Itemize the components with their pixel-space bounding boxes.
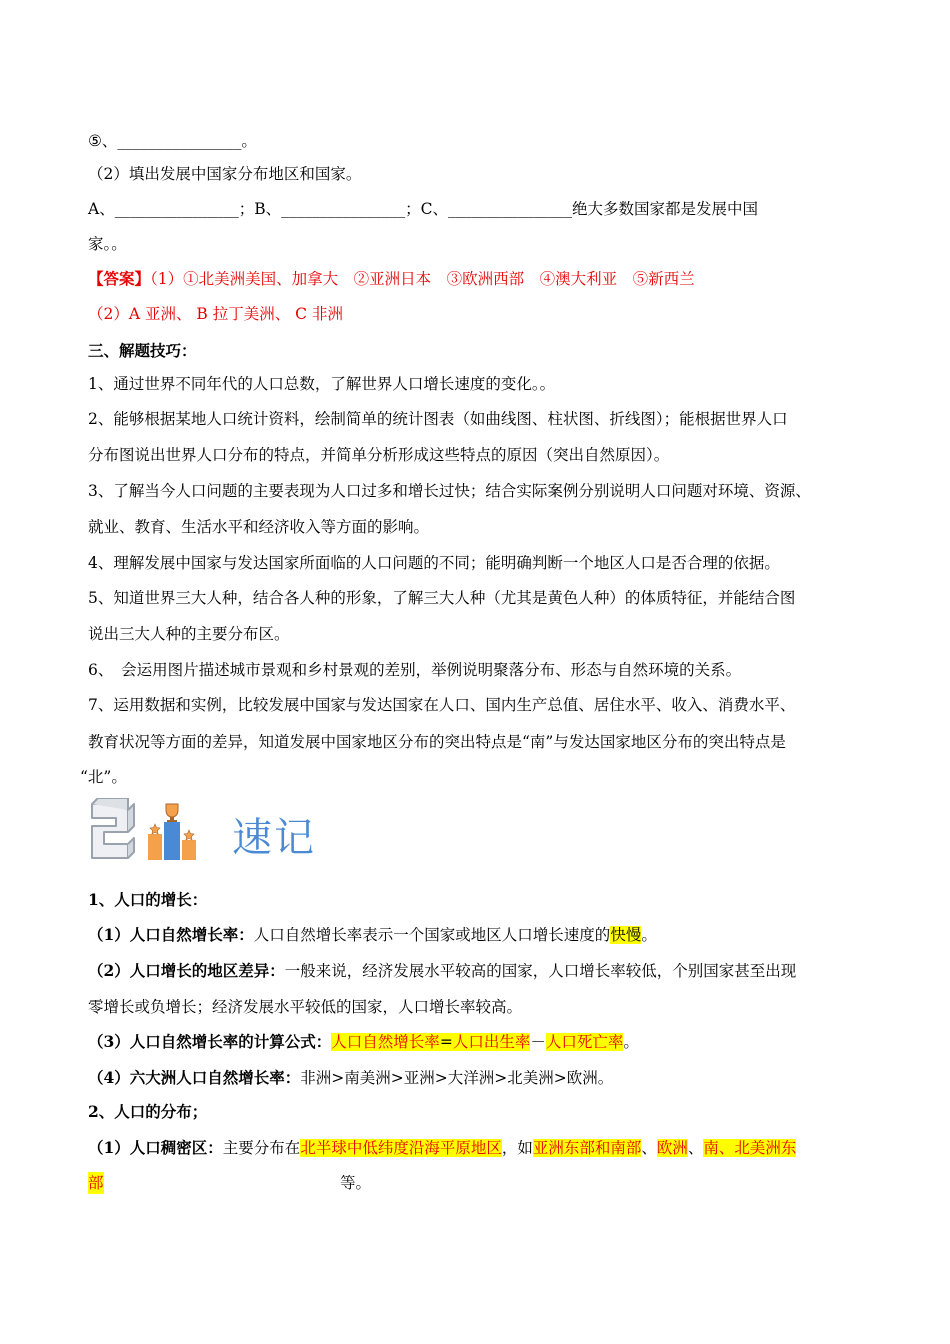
section-heading-tips: 三、解题技巧： xyxy=(88,341,197,360)
quick-notes-title: 速记 xyxy=(232,815,316,861)
notes-heading-growth: 1、人口的增长： xyxy=(88,890,208,909)
section-number-trophy-icon xyxy=(88,798,228,866)
highlight-region-2: 亚洲东部和南部 xyxy=(532,1139,642,1157)
note-dense-area-cont xyxy=(88,1172,874,1194)
tip-2a: 2、能够根据某地人口统计资料，绘制简单的统计图表（如曲线图、柱状图、折线图）；能根据世界人口 xyxy=(88,410,788,428)
tip-1: 1、通过世界不同年代的人口总数，了解世界人口增长速度的变化。。 xyxy=(88,375,556,393)
highlight-region-4-cont: 部 xyxy=(88,1174,104,1192)
answer-text-1: （1）①北美洲美国、加拿大 ②亚洲日本 ③欧洲西部 ④澳大利亚 ⑤新西兰 xyxy=(150,270,695,288)
tip-5a: 5、知道世界三大人种，结合各人种的形象，了解三大人种（尤其是黄色人种）的体质特征，并能结合图 xyxy=(88,589,796,607)
formula-term-growth: 人口自然增长率 xyxy=(331,1033,440,1051)
highlight-region-4: 南、北美洲东 xyxy=(703,1139,797,1157)
note-text: 一般来说，经济发展水平较高的国家，人口增长率较低，个别国家甚至出现 xyxy=(284,962,797,980)
blank-line-5: ⑤、________________。 xyxy=(88,132,257,150)
note-label: （3）人口自然增长率的计算公式： xyxy=(88,1032,332,1051)
note-dense-area xyxy=(88,1137,874,1159)
formula-term-birth: 人口出生率 xyxy=(452,1033,531,1051)
tip-5b: 说出三大人种的主要分布区。 xyxy=(88,625,290,643)
formula-minus: － xyxy=(530,1033,546,1051)
question-2-continued: 家。。 xyxy=(88,235,127,253)
tip-7a: 7、运用数据和实例，比较发展中国家与发达国家在人口、国内生产总值、居住水平、收入、消费水平、 xyxy=(88,696,796,714)
note-growth-rate xyxy=(88,924,874,946)
note-punct: 等。 xyxy=(340,1174,372,1192)
answer-line-1 xyxy=(88,268,874,290)
note-punct: 、 xyxy=(687,1139,704,1157)
highlight-region-1: 北半球中低纬度沿海平原地区 xyxy=(300,1139,502,1157)
note-label: （4）六大洲人口自然增长率： xyxy=(88,1068,301,1087)
note-label: （1）人口稠密区： xyxy=(88,1138,223,1157)
note-punct: 。 xyxy=(623,1033,639,1051)
note-continents xyxy=(88,1067,874,1089)
note-label: （1）人口自然增长率： xyxy=(88,925,254,944)
answer-label: 【答案】 xyxy=(88,269,151,288)
note-punct: ，如 xyxy=(501,1139,533,1157)
tip-6: 6、 会运用图片描述城市景观和乡村景观的差别，举例说明聚落分布、形态与自然环境的关系。 xyxy=(88,661,742,679)
note-label: （2）人口增长的地区差异： xyxy=(88,961,285,980)
note-text: 非洲>南美洲>亚洲>大洋洲>北美洲>欧洲。 xyxy=(300,1069,614,1087)
note-punct: 、 xyxy=(641,1139,657,1157)
formula-equals: = xyxy=(439,1033,453,1051)
tip-7b: 教育状况等方面的差异，知道发展中国家地区分布的突出特点是“南”与发达国家地区分布的突出特点是 xyxy=(88,733,786,751)
note-formula xyxy=(88,1031,874,1053)
highlight-region-3: 欧洲 xyxy=(656,1139,688,1157)
note-regional-difference xyxy=(88,960,874,982)
formula-term-death: 人口死亡率 xyxy=(545,1033,624,1051)
tip-3a: 3、了解当今人口问题的主要表现为人口过多和增长过快；结合实际案例分别说明人口问题对环境、资源、 xyxy=(88,482,811,500)
question-2-blanks: A、________________；B、________________；C、________________绝大多数国家都是发展中国 xyxy=(88,200,758,218)
tip-2b: 分布图说出世界人口分布的特点，并简单分析形成这些特点的原因（突出自然原因）。 xyxy=(88,446,670,464)
note-text: 主要分布在 xyxy=(222,1139,301,1157)
notes-heading-distribution: 2、人口的分布； xyxy=(88,1102,208,1121)
tip-7c: “北”。 xyxy=(80,768,127,786)
note-regional-difference-cont: 零增长或负增长；经济发展水平较低的国家，人口增长率较高。 xyxy=(88,998,523,1016)
note-text: 人口自然增长率表示一个国家或地区人口增长速度的 xyxy=(253,926,611,944)
note-punct: 。 xyxy=(641,926,657,944)
answer-line-2: （2）A 亚洲、 B 拉丁美洲、 C 非洲 xyxy=(88,305,343,323)
question-2: （2）填出发展中国家分布地区和国家。 xyxy=(88,165,362,183)
tip-4: 4、理解发展中国家与发达国家所面临的人口问题的不同；能明确判断一个地区人口是否合理的依据。 xyxy=(88,554,780,572)
highlighted-term: 快慢 xyxy=(610,926,642,944)
tip-3b: 就业、教育、生活水平和经济收入等方面的影响。 xyxy=(88,518,430,536)
